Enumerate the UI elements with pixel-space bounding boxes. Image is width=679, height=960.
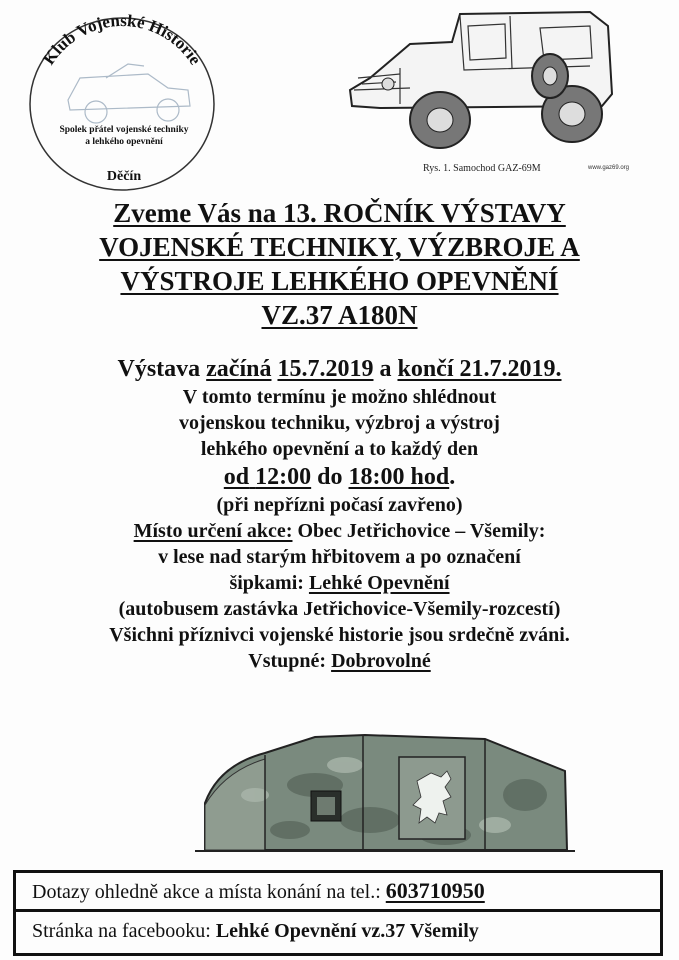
ends-label: končí <box>397 356 454 382</box>
bus-info: (autobusem zastávka Jetřichovice-Všemily-rozcestí) <box>118 598 561 620</box>
hours-to-time: 18:00 hod <box>348 464 450 490</box>
club-logo <box>18 8 218 194</box>
location-line1 <box>0 518 679 544</box>
hours-from-time: 12:00 <box>255 464 312 490</box>
invitation: Všichni příznivci vojenské historie jsou srdečně zváni. <box>109 624 570 646</box>
logo-arc-text: Klub Vojenské Historie <box>39 10 206 69</box>
phone-number[interactable]: 603710950 <box>385 878 485 903</box>
entry-value: Dobrovolné <box>331 650 431 672</box>
hours-to-label: do <box>317 464 343 490</box>
location-line2: v lese nad starým hřbitovem a po označení <box>158 546 521 568</box>
facebook-label: Stránka na facebooku: <box>32 920 211 942</box>
logo-middle-line1: Spolek přátel vojenské techniky <box>59 125 189 135</box>
location-place: Obec Jetřichovice – Všemily: <box>297 520 546 542</box>
location-label: Místo určení akce: <box>133 520 293 542</box>
facebook-box <box>13 912 663 956</box>
logo-middle-line2: a lehkého opevnění <box>85 137 163 147</box>
hours-line <box>0 462 679 492</box>
description-line1: V tomto termínu je možno shlédnout <box>182 386 497 408</box>
location-arrows-prefix: šipkami: <box>229 572 304 594</box>
bunker-photo <box>195 725 575 865</box>
starts-label: začíná <box>206 356 272 382</box>
dates-conj: a <box>379 356 392 382</box>
description-line3: lehkého opevnění a to každý den <box>200 438 479 460</box>
headline-line2: VOJENSKÉ TECHNIKY, VÝZBROJE A <box>99 232 580 262</box>
vehicle-source-url: www.gaz69.org <box>588 165 630 171</box>
location-line3 <box>0 570 679 596</box>
contact-text: Dotazy ohledně akce a místa konání na tel.: <box>32 881 381 903</box>
headline-line4: VZ.37 A180N <box>261 300 418 330</box>
event-details <box>0 354 679 674</box>
hours-end: . <box>449 464 456 490</box>
vehicle-caption: Rys. 1. Samochod GAZ-69M <box>423 163 541 174</box>
logo-jeep-icon <box>68 64 190 123</box>
svg-text:Klub Vojenské Historie <box>39 11 205 69</box>
headline <box>0 196 679 332</box>
weather-note: (při nepřízni počasí zavřeno) <box>216 494 463 516</box>
description-line2: vojenskou techniku, výzbroj a výstroj <box>179 412 500 434</box>
headline-line3: VÝSTROJE LEHKÉHO OPEVNĚNÍ <box>120 266 559 296</box>
gaz-jeep-illustration <box>340 8 640 180</box>
location-sign: Lehké Opevnění <box>308 572 450 594</box>
entry-label: Vstupné: <box>248 650 327 672</box>
start-date: 15.7.2019 <box>277 356 374 382</box>
dates-prefix: Výstava <box>117 356 201 382</box>
hours-from-label: od <box>223 464 250 490</box>
logo-bottom-text: Děčín <box>106 169 142 184</box>
entry-line <box>0 648 679 674</box>
headline-line1: Zveme Vás na 13. ROČNÍK VÝSTAVY <box>113 198 566 228</box>
facebook-page-name[interactable]: Lehké Opevnění vz.37 Všemily <box>215 920 479 942</box>
dates-line <box>0 354 679 384</box>
contact-box <box>13 870 663 912</box>
end-date: 21.7.2019. <box>459 356 562 382</box>
